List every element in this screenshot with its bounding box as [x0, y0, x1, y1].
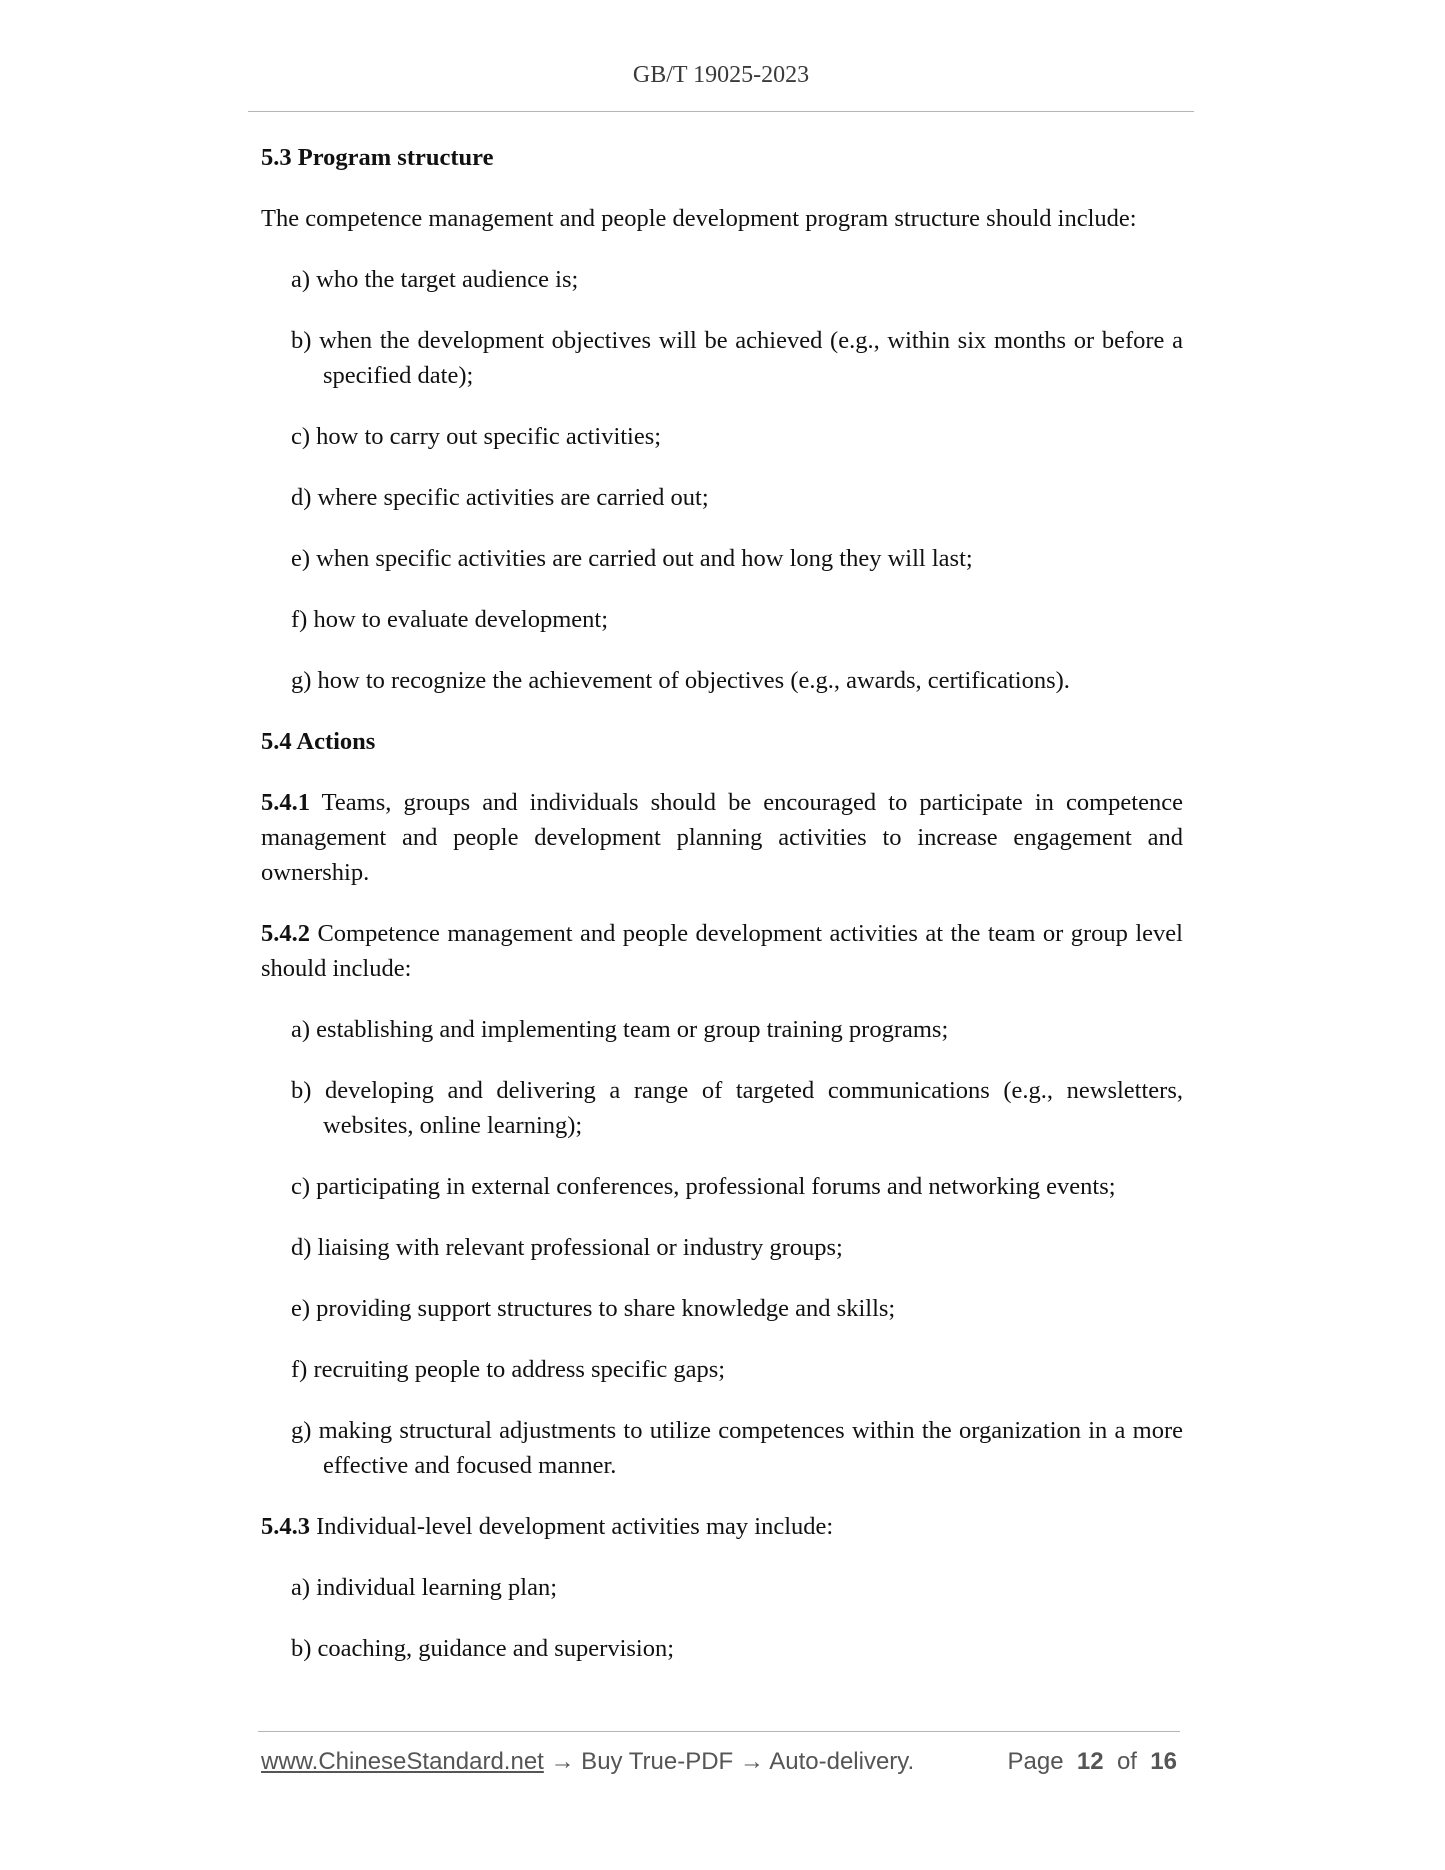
page-label: Page: [1007, 1748, 1064, 1775]
clause-text: Competence management and people development activities at the team or group level should include:: [261, 920, 1183, 982]
clause-text: Individual-level development activities may include:: [310, 1513, 834, 1540]
list-item: c) participating in external conferences, professional forums and networking events;: [291, 1173, 1116, 1200]
page-header: GB/T 19025-2023: [632, 62, 810, 88]
website-link[interactable]: www.ChineseStandard.net: [261, 1748, 544, 1775]
list-item: g) how to recognize the achievement of objectives (e.g., awards, certifications).: [291, 667, 1070, 694]
header-divider: [248, 111, 1194, 112]
list-item: a) individual learning plan;: [291, 1574, 558, 1601]
list-item: g) making structural adjustments to utilize competences within the organization in a more effective and focused manner.: [291, 1417, 1183, 1479]
list-item: b) developing and delivering a range of targeted communications (e.g., newsletters, websites, online learning);: [291, 1077, 1183, 1139]
list-item: d) where specific activities are carried out;: [291, 484, 709, 511]
list-item: b) coaching, guidance and supervision;: [291, 1635, 675, 1662]
clause-text: Teams, groups and individuals should be encouraged to participate in competence management and people development planning activities to increase engagement and ownership.: [261, 789, 1183, 886]
section-5-4-heading: 5.4 Actions: [261, 728, 376, 755]
document-body: [261, 140, 1183, 1692]
clause-number: 5.4.2: [261, 920, 310, 947]
page-current: 12: [1076, 1748, 1104, 1775]
list-item: b) when the development objectives will be achieved (e.g., within six months or before a specified date);: [291, 327, 1183, 389]
list-item: c) how to carry out specific activities;: [291, 423, 662, 450]
footer-divider: [258, 1731, 1180, 1732]
page-footer: [261, 1748, 1181, 1776]
list-item: f) how to evaluate development;: [291, 606, 609, 633]
clause-5-4-3: [261, 1509, 1183, 1544]
section-5-3-heading: 5.3 Program structure: [261, 144, 494, 171]
footer-promo: → Buy True-PDF → Auto-delivery.: [543, 1748, 915, 1775]
page-total: 16: [1150, 1748, 1177, 1775]
clause-5-4-1: [261, 785, 1183, 890]
section-5-3-intro: The competence management and people development program structure should include:: [261, 205, 1137, 232]
page-indicator: [1007, 1748, 1177, 1776]
list-item: d) liaising with relevant professional or industry groups;: [291, 1234, 843, 1261]
list-item: a) who the target audience is;: [291, 266, 579, 293]
clause-number: 5.4.1: [261, 789, 310, 816]
list-item: a) establishing and implementing team or group training programs;: [291, 1016, 949, 1043]
clause-number: 5.4.3: [261, 1513, 310, 1540]
list-item: e) when specific activities are carried out and how long they will last;: [291, 545, 973, 572]
list-item: e) providing support structures to share knowledge and skills;: [291, 1295, 896, 1322]
clause-5-4-2: [261, 916, 1183, 986]
list-item: f) recruiting people to address specific gaps;: [291, 1356, 726, 1383]
page-of: of: [1116, 1748, 1137, 1775]
